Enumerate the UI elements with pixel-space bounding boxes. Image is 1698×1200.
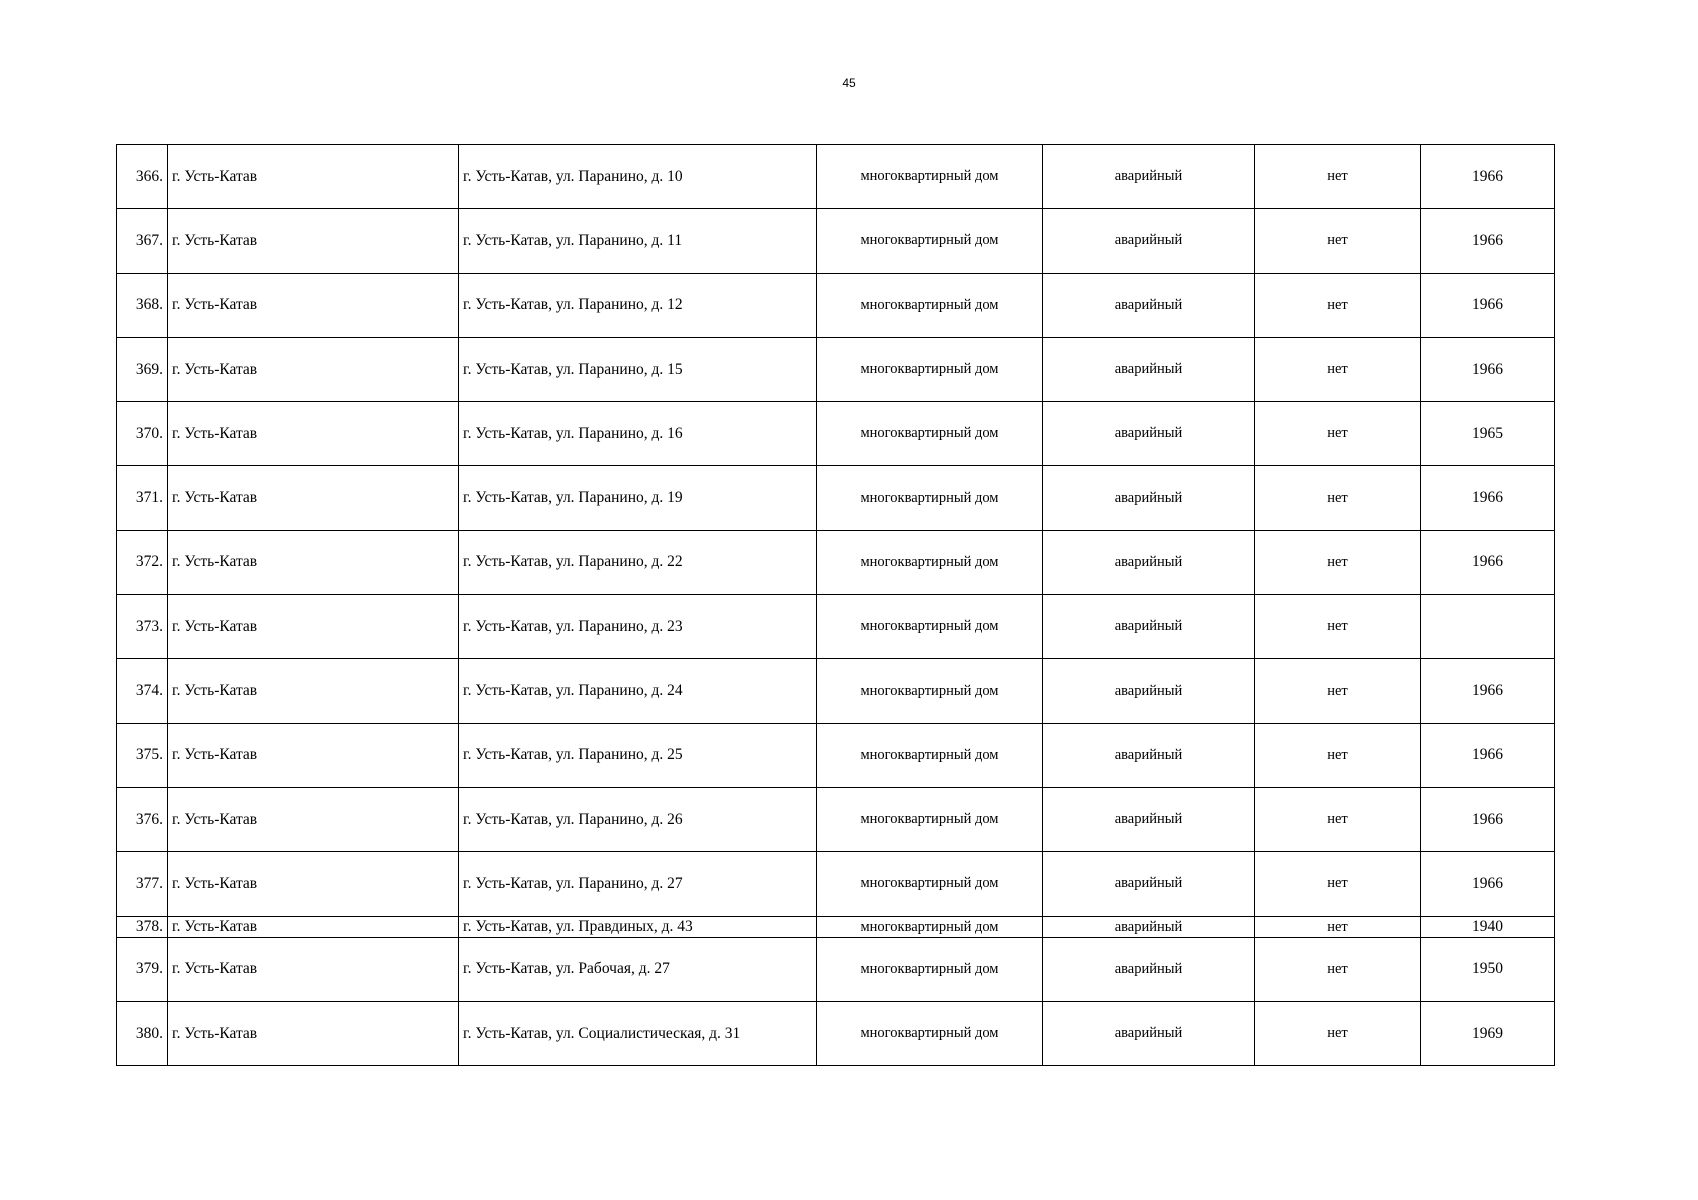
table-row [117, 659, 1555, 723]
year-cell: 1969 [1421, 1001, 1555, 1065]
address-cell: г. Усть-Катав, ул. Социалистическая, д. 31 [459, 1001, 817, 1065]
municipality-cell: г. Усть-Катав [168, 209, 459, 273]
municipality-cell: г. Усть-Катав [168, 273, 459, 337]
condition-cell: аварийный [1043, 530, 1255, 594]
condition-cell: аварийный [1043, 787, 1255, 851]
row-number: 373. [117, 595, 168, 659]
condition-cell: аварийный [1043, 723, 1255, 787]
condition-cell: аварийный [1043, 595, 1255, 659]
municipality-cell: г. Усть-Катав [168, 466, 459, 530]
page-number: 45 [842, 76, 856, 90]
condition-cell: аварийный [1043, 937, 1255, 1001]
address-cell: г. Усть-Катав, ул. Паранино, д. 23 [459, 595, 817, 659]
municipality-cell: г. Усть-Катав [168, 787, 459, 851]
building-type-cell: многоквартирный дом [817, 937, 1043, 1001]
year-cell: 1950 [1421, 937, 1555, 1001]
municipality-cell: г. Усть-Катав [168, 402, 459, 466]
flag-cell: нет [1255, 273, 1421, 337]
condition-cell: аварийный [1043, 659, 1255, 723]
building-type-cell: многоквартирный дом [817, 337, 1043, 401]
year-cell: 1966 [1421, 530, 1555, 594]
row-number: 370. [117, 402, 168, 466]
year-cell: 1966 [1421, 787, 1555, 851]
year-cell: 1966 [1421, 209, 1555, 273]
row-number: 378. [117, 916, 168, 937]
flag-cell: нет [1255, 209, 1421, 273]
municipality-cell: г. Усть-Катав [168, 145, 459, 209]
flag-cell: нет [1255, 402, 1421, 466]
building-type-cell: многоквартирный дом [817, 145, 1043, 209]
row-number: 372. [117, 530, 168, 594]
table-row [117, 466, 1555, 530]
condition-cell: аварийный [1043, 337, 1255, 401]
municipality-cell: г. Усть-Катав [168, 337, 459, 401]
condition-cell: аварийный [1043, 1001, 1255, 1065]
building-type-cell: многоквартирный дом [817, 402, 1043, 466]
flag-cell: нет [1255, 145, 1421, 209]
address-cell: г. Усть-Катав, ул. Рабочая, д. 27 [459, 937, 817, 1001]
housing-registry-table [116, 144, 1555, 1066]
address-cell: г. Усть-Катав, ул. Паранино, д. 10 [459, 145, 817, 209]
year-cell: 1966 [1421, 145, 1555, 209]
address-cell: г. Усть-Катав, ул. Паранино, д. 25 [459, 723, 817, 787]
row-number: 375. [117, 723, 168, 787]
condition-cell: аварийный [1043, 145, 1255, 209]
row-number: 367. [117, 209, 168, 273]
condition-cell: аварийный [1043, 466, 1255, 530]
row-number: 371. [117, 466, 168, 530]
building-type-cell: многоквартирный дом [817, 787, 1043, 851]
municipality-cell: г. Усть-Катав [168, 530, 459, 594]
row-number: 368. [117, 273, 168, 337]
row-number: 379. [117, 937, 168, 1001]
municipality-cell: г. Усть-Катав [168, 723, 459, 787]
building-type-cell: многоквартирный дом [817, 273, 1043, 337]
table-row [117, 787, 1555, 851]
municipality-cell: г. Усть-Катав [168, 1001, 459, 1065]
table-row [117, 916, 1555, 937]
building-type-cell: многоквартирный дом [817, 1001, 1043, 1065]
row-number: 374. [117, 659, 168, 723]
row-number: 377. [117, 852, 168, 916]
address-cell: г. Усть-Катав, ул. Паранино, д. 11 [459, 209, 817, 273]
building-type-cell: многоквартирный дом [817, 466, 1043, 530]
table-row [117, 209, 1555, 273]
row-number: 376. [117, 787, 168, 851]
table-row [117, 273, 1555, 337]
condition-cell: аварийный [1043, 209, 1255, 273]
flag-cell: нет [1255, 595, 1421, 659]
municipality-cell: г. Усть-Катав [168, 595, 459, 659]
year-cell: 1965 [1421, 402, 1555, 466]
table-row [117, 530, 1555, 594]
flag-cell: нет [1255, 916, 1421, 937]
year-cell: 1966 [1421, 852, 1555, 916]
table-row [117, 595, 1555, 659]
table-row [117, 145, 1555, 209]
flag-cell: нет [1255, 659, 1421, 723]
address-cell: г. Усть-Катав, ул. Паранино, д. 26 [459, 787, 817, 851]
building-type-cell: многоквартирный дом [817, 530, 1043, 594]
flag-cell: нет [1255, 937, 1421, 1001]
flag-cell: нет [1255, 852, 1421, 916]
year-cell: 1966 [1421, 466, 1555, 530]
municipality-cell: г. Усть-Катав [168, 852, 459, 916]
table-row [117, 337, 1555, 401]
building-type-cell: многоквартирный дом [817, 595, 1043, 659]
municipality-cell: г. Усть-Катав [168, 916, 459, 937]
row-number: 380. [117, 1001, 168, 1065]
table-row [117, 723, 1555, 787]
condition-cell: аварийный [1043, 402, 1255, 466]
row-number: 366. [117, 145, 168, 209]
year-cell: 1940 [1421, 916, 1555, 937]
address-cell: г. Усть-Катав, ул. Паранино, д. 27 [459, 852, 817, 916]
flag-cell: нет [1255, 1001, 1421, 1065]
flag-cell: нет [1255, 723, 1421, 787]
building-type-cell: многоквартирный дом [817, 723, 1043, 787]
building-type-cell: многоквартирный дом [817, 659, 1043, 723]
table-body [117, 145, 1555, 1066]
building-type-cell: многоквартирный дом [817, 209, 1043, 273]
flag-cell: нет [1255, 787, 1421, 851]
address-cell: г. Усть-Катав, ул. Паранино, д. 24 [459, 659, 817, 723]
table-row [117, 937, 1555, 1001]
year-cell: 1966 [1421, 659, 1555, 723]
address-cell: г. Усть-Катав, ул. Паранино, д. 12 [459, 273, 817, 337]
address-cell: г. Усть-Катав, ул. Паранино, д. 19 [459, 466, 817, 530]
municipality-cell: г. Усть-Катав [168, 937, 459, 1001]
address-cell: г. Усть-Катав, ул. Паранино, д. 22 [459, 530, 817, 594]
year-cell: 1966 [1421, 723, 1555, 787]
row-number: 369. [117, 337, 168, 401]
address-cell: г. Усть-Катав, ул. Правдиных, д. 43 [459, 916, 817, 937]
table-row [117, 852, 1555, 916]
condition-cell: аварийный [1043, 916, 1255, 937]
condition-cell: аварийный [1043, 852, 1255, 916]
condition-cell: аварийный [1043, 273, 1255, 337]
building-type-cell: многоквартирный дом [817, 852, 1043, 916]
flag-cell: нет [1255, 337, 1421, 401]
address-cell: г. Усть-Катав, ул. Паранино, д. 16 [459, 402, 817, 466]
building-type-cell: многоквартирный дом [817, 916, 1043, 937]
table-row [117, 1001, 1555, 1065]
flag-cell: нет [1255, 466, 1421, 530]
flag-cell: нет [1255, 530, 1421, 594]
address-cell: г. Усть-Катав, ул. Паранино, д. 15 [459, 337, 817, 401]
year-cell [1421, 595, 1555, 659]
table-row [117, 402, 1555, 466]
year-cell: 1966 [1421, 273, 1555, 337]
year-cell: 1966 [1421, 337, 1555, 401]
municipality-cell: г. Усть-Катав [168, 659, 459, 723]
